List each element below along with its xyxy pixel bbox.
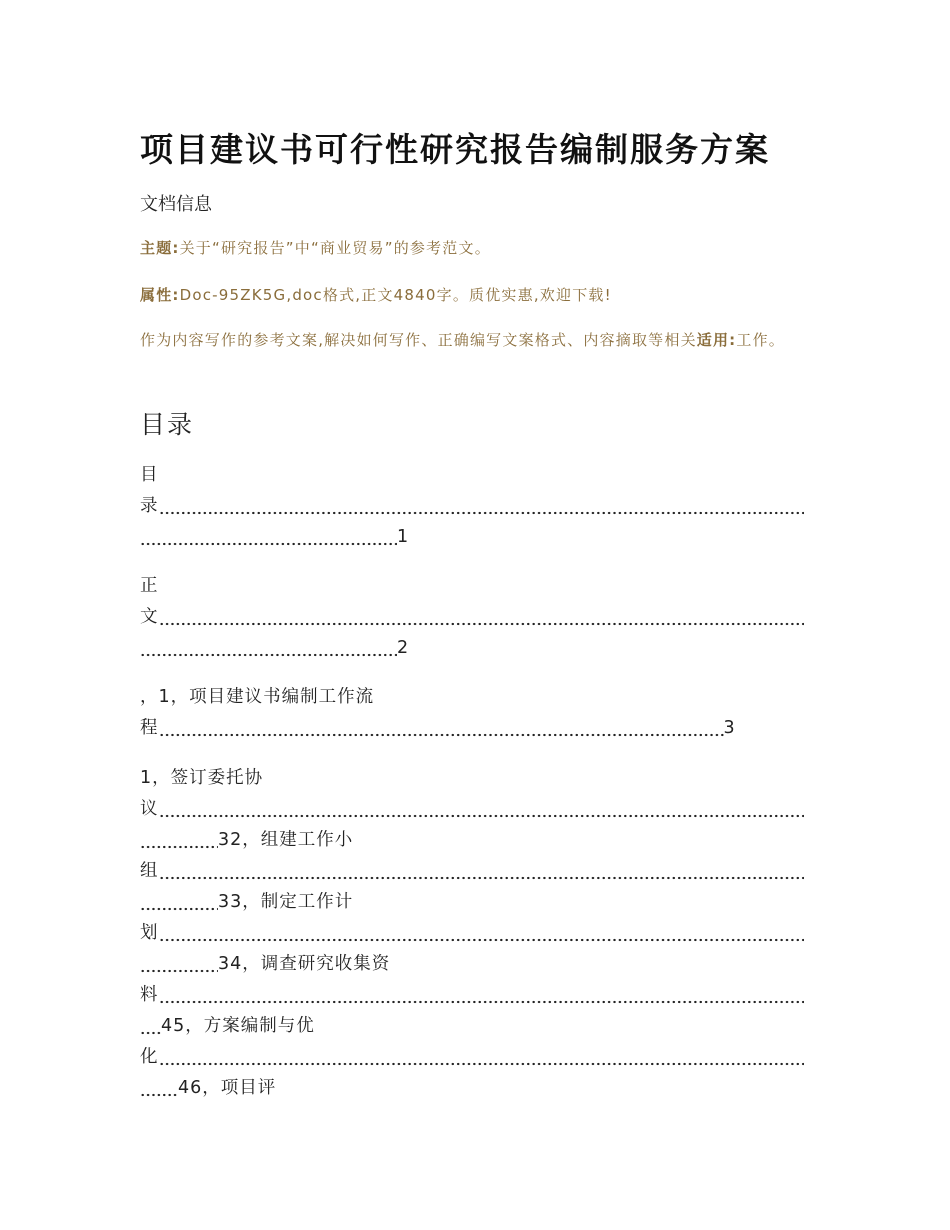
toc-text: 程	[140, 718, 159, 738]
toc-leader-dots	[140, 890, 218, 914]
toc-text: 目	[140, 465, 159, 485]
toc-leader-dots	[140, 1014, 161, 1038]
document-title: 项目建议书可行性研究报告编制服务方案	[140, 130, 770, 169]
toc-line	[140, 1076, 276, 1100]
meta-topic-label: 主题:	[140, 239, 180, 257]
toc-line	[140, 1045, 804, 1069]
toc-line	[140, 952, 390, 976]
toc-text: 45，方案编制与优	[161, 1016, 315, 1036]
meta-attr-value: Doc-95ZK5G,doc格式,正文4840字。质优实惠,欢迎下载!	[179, 286, 612, 304]
toc-text: 1，签订委托协	[140, 768, 264, 788]
toc-text: 录	[140, 496, 159, 516]
toc-line	[140, 636, 409, 660]
toc-line	[140, 859, 804, 883]
toc-line	[140, 494, 804, 518]
meta-attr-label: 属性:	[140, 286, 180, 304]
toc-leader-dots	[140, 636, 397, 660]
toc-text: 33，制定工作计	[218, 892, 354, 912]
toc-line	[140, 574, 159, 598]
toc-text: 文	[140, 607, 159, 627]
toc-leader-dots	[140, 1076, 178, 1100]
meta-usage-text: 作为内容写作的参考文案,解决如何写作、正确编写文案格式、内容摘取等相关	[140, 331, 697, 349]
toc-leader-dots	[159, 716, 724, 740]
toc-text: 46，项目评	[178, 1078, 277, 1098]
toc-leader-dots	[159, 494, 804, 518]
toc-leader-dots	[159, 797, 804, 821]
meta-topic-value: 关于“研究报告”中“商业贸易”的参考范文。	[179, 239, 491, 257]
toc-text: 正	[140, 576, 159, 596]
toc-text: ，1，项目建议书编制工作流	[140, 687, 375, 707]
toc-leader-dots	[140, 952, 218, 976]
toc-leader-dots	[159, 921, 804, 945]
toc-leader-dots	[159, 859, 804, 883]
toc-page-number: 3	[723, 718, 736, 738]
meta-usage-label: 适用:	[696, 331, 737, 349]
toc-line	[140, 890, 353, 914]
meta-usage-value: 工作。	[736, 331, 785, 349]
toc-line	[140, 605, 804, 629]
toc-line	[140, 766, 263, 790]
toc-line	[140, 921, 804, 945]
toc-line	[140, 463, 159, 487]
toc-leader-dots	[140, 525, 397, 549]
toc-leader-dots	[159, 605, 804, 629]
meta-attributes	[140, 281, 612, 309]
toc-text: 32，组建工作小	[218, 830, 354, 850]
toc-text: 化	[140, 1047, 159, 1067]
document-info-heading: 文档信息	[140, 194, 212, 215]
toc-leader-dots	[140, 828, 218, 852]
toc-line	[140, 525, 409, 549]
toc-leader-dots	[159, 1045, 804, 1069]
meta-topic	[140, 234, 491, 262]
toc-line	[140, 1014, 315, 1038]
toc-page-number: 1	[397, 527, 410, 547]
toc-line	[140, 716, 736, 740]
toc-heading: 目录	[140, 410, 195, 439]
toc-text: 料	[140, 985, 159, 1005]
toc-line	[140, 685, 374, 709]
toc-text: 组	[140, 861, 159, 881]
toc-text: 划	[140, 923, 159, 943]
toc-page-number: 2	[397, 638, 410, 658]
toc-line	[140, 983, 804, 1007]
toc-text: 议	[140, 799, 159, 819]
toc-line	[140, 828, 353, 852]
toc-text: 34，调查研究收集资	[218, 954, 391, 974]
meta-usage	[140, 326, 820, 354]
toc-line	[140, 797, 804, 821]
toc-leader-dots	[159, 983, 804, 1007]
